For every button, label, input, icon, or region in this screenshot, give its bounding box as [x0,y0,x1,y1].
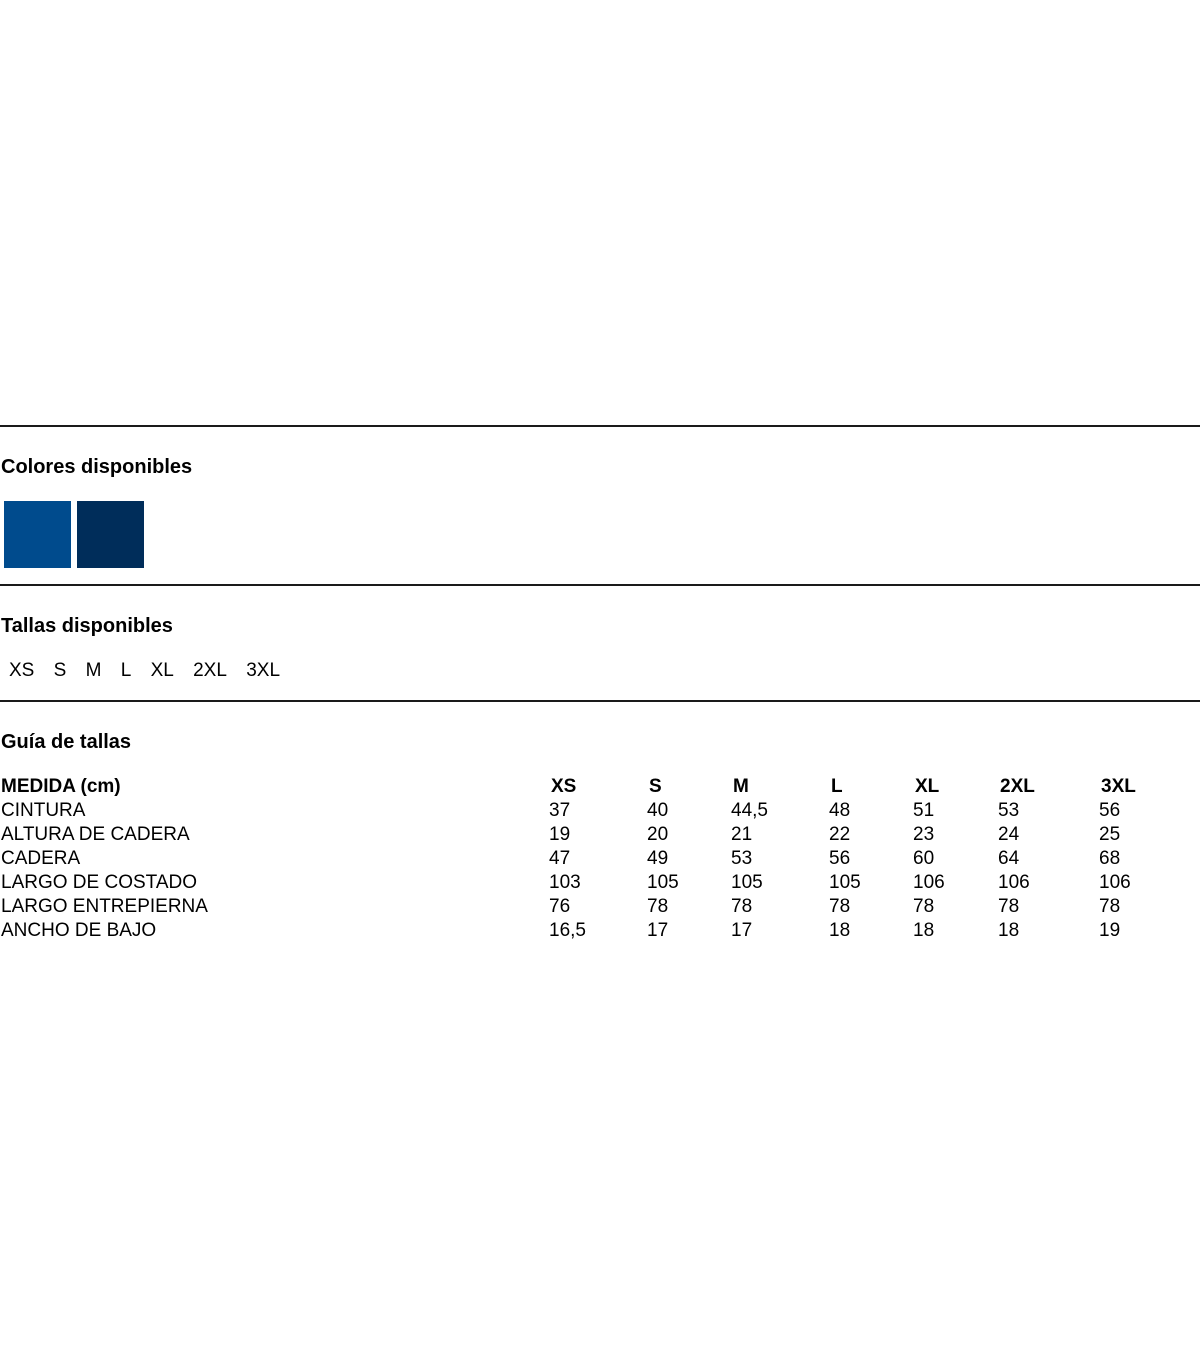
table-cell: 103 [549,872,581,893]
table-header-size: XL [915,776,940,797]
table-cell: 19 [549,824,571,845]
table-cell: 21 [731,824,753,845]
guide-title: Guía de tallas [1,731,132,753]
table-header-measure: MEDIDA (cm) [1,776,121,797]
table-header-size: S [649,776,662,797]
divider-top [0,425,1200,427]
table-header-size: M [733,776,749,797]
table-cell: 20 [647,824,669,845]
table-cell: 105 [647,872,679,893]
table-row-label: ANCHO DE BAJO [1,920,157,941]
table-cell: 17 [731,920,753,941]
table-cell: 37 [549,800,571,821]
sizes-title: Tallas disponibles [1,615,173,637]
table-row-label: ALTURA DE CADERA [1,824,190,845]
table-cell: 105 [731,872,763,893]
table-row-label: CADERA [1,848,81,869]
size-option[interactable]: S [53,660,67,681]
table-cell: 78 [647,896,669,917]
table-cell: 78 [1099,896,1121,917]
table-cell: 64 [998,848,1020,869]
table-cell: 16,5 [549,920,586,941]
table-cell: 22 [829,824,851,845]
table-header-size: 2XL [1000,776,1035,797]
size-option[interactable]: XS [9,660,35,681]
size-option[interactable]: XL [150,660,174,681]
table-cell: 78 [998,896,1020,917]
table-header-size: 3XL [1101,776,1136,797]
table-cell: 68 [1099,848,1121,869]
table-cell: 53 [731,848,753,869]
table-cell: 18 [829,920,851,941]
table-cell: 25 [1099,824,1121,845]
table-cell: 106 [913,872,945,893]
table-cell: 78 [913,896,935,917]
table-cell: 78 [731,896,753,917]
table-cell: 17 [647,920,669,941]
size-options [9,660,294,682]
table-cell: 106 [998,872,1030,893]
size-option[interactable]: L [120,660,132,681]
table-cell: 40 [647,800,669,821]
divider-colors [0,584,1200,586]
table-cell: 56 [1099,800,1121,821]
table-cell: 18 [998,920,1020,941]
color-swatch-azul[interactable] [4,501,71,568]
table-cell: 53 [998,800,1020,821]
colors-title: Colores disponibles [1,456,193,478]
table-cell: 106 [1099,872,1131,893]
table-cell: 23 [913,824,935,845]
table-cell: 18 [913,920,935,941]
table-row-label: LARGO ENTREPIERNA [1,896,208,917]
table-row-label: CINTURA [1,800,86,821]
color-swatch-marino[interactable] [77,501,144,568]
table-cell: 56 [829,848,851,869]
table-cell: 78 [829,896,851,917]
table-cell: 24 [998,824,1020,845]
table-cell: 44,5 [731,800,768,821]
size-option[interactable]: M [85,660,102,681]
table-cell: 76 [549,896,571,917]
table-cell: 47 [549,848,571,869]
table-header-size: L [831,776,843,797]
size-option[interactable]: 2XL [193,660,227,681]
table-row-label: LARGO DE COSTADO [1,872,198,893]
table-cell: 51 [913,800,935,821]
table-cell: 49 [647,848,669,869]
table-cell: 105 [829,872,861,893]
size-option[interactable]: 3XL [246,660,281,681]
table-header-size: XS [551,776,577,797]
table-cell: 60 [913,848,935,869]
divider-sizes [0,700,1200,702]
table-cell: 19 [1099,920,1121,941]
table-cell: 48 [829,800,851,821]
